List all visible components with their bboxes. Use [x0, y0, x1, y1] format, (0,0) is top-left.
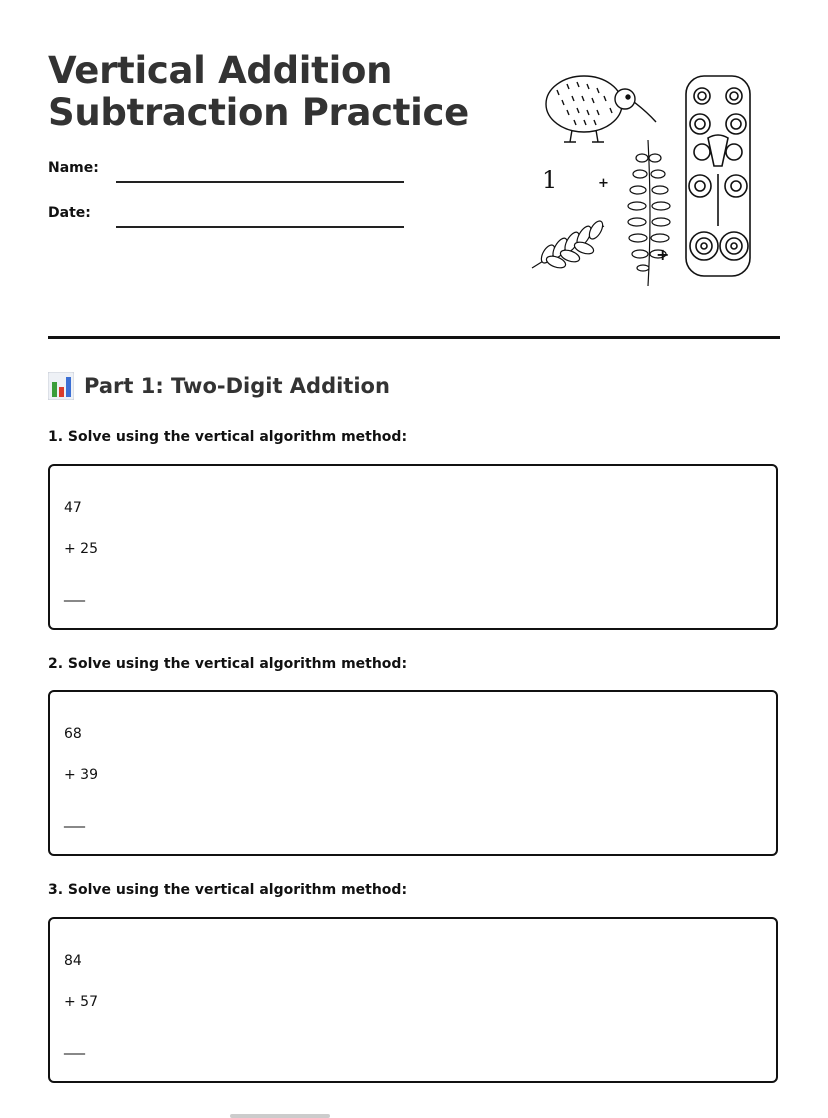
- question-3-label: 3. Solve using the vertical algorithm method:: [48, 882, 408, 898]
- section-title: Part 1: Two-Digit Addition: [84, 374, 390, 398]
- illustration-plus-small: +: [598, 176, 609, 191]
- maori-carving-icon: [686, 76, 750, 276]
- question-2-answer-line[interactable]: ___: [64, 812, 85, 828]
- section-heading: [48, 372, 390, 400]
- question-2-addend: + 39: [64, 767, 98, 783]
- question-3-answer-line[interactable]: ___: [64, 1039, 85, 1055]
- next-question-peek: [220, 1108, 380, 1118]
- silver-fern-frond-icon: [628, 140, 670, 286]
- bar-chart-icon: [48, 372, 74, 400]
- title-line-2: Subtraction Practice: [48, 91, 469, 134]
- question-3-top-number: 84: [64, 953, 82, 969]
- question-1-addend: + 25: [64, 541, 98, 557]
- question-2-label: 2. Solve using the vertical algorithm method:: [48, 656, 408, 672]
- question-1-box[interactable]: [48, 464, 778, 630]
- question-3-addend: + 57: [64, 994, 98, 1010]
- illustration-glyph-one: 1: [542, 166, 558, 194]
- date-field-line[interactable]: [116, 226, 404, 228]
- fern-leaf-icon: [532, 219, 605, 270]
- question-1-label: 1. Solve using the vertical algorithm method:: [48, 429, 408, 445]
- date-label: Date:: [48, 205, 91, 221]
- question-2-top-number: 68: [64, 726, 82, 742]
- question-2-box[interactable]: [48, 690, 778, 856]
- question-1-top-number: 47: [64, 500, 82, 516]
- kiwi-bird-icon: [546, 76, 656, 142]
- name-field-line[interactable]: [116, 181, 404, 183]
- name-label: Name:: [48, 160, 99, 176]
- illustration-plus-large: +: [656, 245, 670, 264]
- title-line-1: Vertical Addition: [48, 49, 393, 92]
- question-1-answer-line[interactable]: ___: [64, 586, 85, 602]
- header-divider: [48, 336, 780, 339]
- question-3-box[interactable]: [48, 917, 778, 1083]
- nz-illustration: [522, 66, 762, 296]
- worksheet-title: [48, 50, 469, 134]
